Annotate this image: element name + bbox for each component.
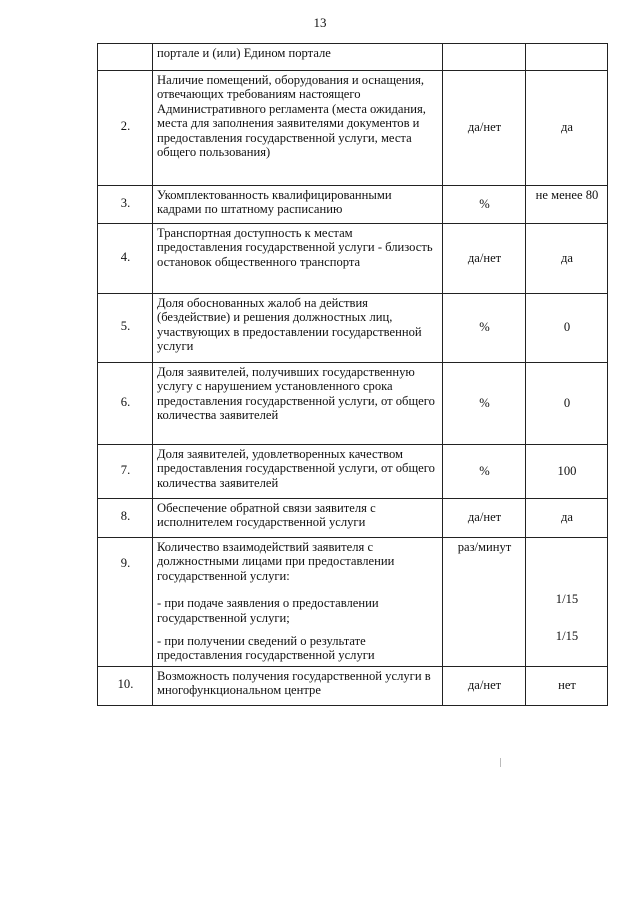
value-cell: 100: [526, 445, 608, 499]
indicator-text: Количество взаимодействий заявителя с должностными лицами при предоставлении государственной услуги:: [157, 540, 395, 583]
table-row: [98, 224, 608, 294]
unit-cell: %: [443, 186, 526, 224]
unit-cell: [443, 44, 526, 71]
value-cell: нет: [526, 666, 608, 705]
indicator-text: Укомплектованность квалифицированными кадрами по штатному расписанию: [153, 186, 443, 224]
row-number: 2.: [98, 71, 153, 186]
row-number: 10.: [98, 666, 153, 705]
unit-cell: да/нет: [443, 499, 526, 538]
value-cell: 0: [526, 363, 608, 445]
indicator-text: Транспортная доступность к местам предоставления государственной услуги - близость остановок общественного транспорта: [153, 224, 443, 294]
indicator-text: портале и (или) Едином портале: [153, 44, 443, 71]
unit-cell: %: [443, 294, 526, 363]
row-number: 7.: [98, 445, 153, 499]
sub-item-value: 1/15: [555, 629, 579, 644]
row-number: 9.: [98, 538, 153, 667]
value-cell: да: [526, 499, 608, 538]
row-number: 8.: [98, 499, 153, 538]
table-row: [98, 499, 608, 538]
value-cell-group: [526, 538, 608, 667]
table-row: [98, 186, 608, 224]
value-cell: да: [526, 71, 608, 186]
table-row: [98, 445, 608, 499]
table-row: [98, 71, 608, 186]
quality-indicators-table: [97, 43, 608, 706]
unit-cell: да/нет: [443, 666, 526, 705]
value-cell: да: [526, 224, 608, 294]
value-cell: [526, 44, 608, 71]
indicator-text: Доля обоснованных жалоб на действия (бездействие) и решения должностных лиц, участвующих в предоставлении государственной услуги: [153, 294, 443, 363]
table-row: [98, 44, 608, 71]
sub-item-value: 1/15: [555, 592, 579, 606]
table-row: [98, 294, 608, 363]
indicator-text: Наличие помещений, оборудования и оснащения, отвечающих требованиям настоящего Административного регламента (места ожидания, места для заполнения заявителями документов и предоставления государственной услуги, места общего пользования): [153, 71, 443, 186]
indicator-text: Доля заявителей, получивших государственную услугу с нарушением установленного срока предоставления государственной услуги, от общего количества заявителей: [153, 363, 443, 445]
table-row: [98, 538, 608, 667]
row-number: 4.: [98, 224, 153, 294]
row-number: [98, 44, 153, 71]
scan-mark: [500, 758, 501, 767]
unit-cell: да/нет: [443, 224, 526, 294]
table-row: [98, 363, 608, 445]
value-cell: не менее 80: [526, 186, 608, 224]
sub-item-text: - при подаче заявления о предоставлении государственной услуги;: [157, 596, 379, 625]
row-number: 5.: [98, 294, 153, 363]
unit-cell: %: [443, 363, 526, 445]
row-number: 6.: [98, 363, 153, 445]
table-row: [98, 666, 608, 705]
value-cell: 0: [526, 294, 608, 363]
indicator-text: Доля заявителей, удовлетворенных качеством предоставления государственной услуги, от общего количества заявителей: [153, 445, 443, 499]
indicator-text: Обеспечение обратной связи заявителя с исполнителем государственной услуги: [153, 499, 443, 538]
indicator-text-group: [153, 538, 443, 667]
unit-cell: да/нет: [443, 71, 526, 186]
page-number: 13: [313, 15, 327, 30]
sub-item-text: - при получении сведений о результате предоставления государственной услуги: [157, 634, 375, 663]
indicator-text: Возможность получения государственной услуги в многофункциональном центре: [153, 666, 443, 705]
row-number: 3.: [98, 186, 153, 224]
unit-cell: %: [443, 445, 526, 499]
unit-cell: раз/минут: [443, 538, 526, 667]
